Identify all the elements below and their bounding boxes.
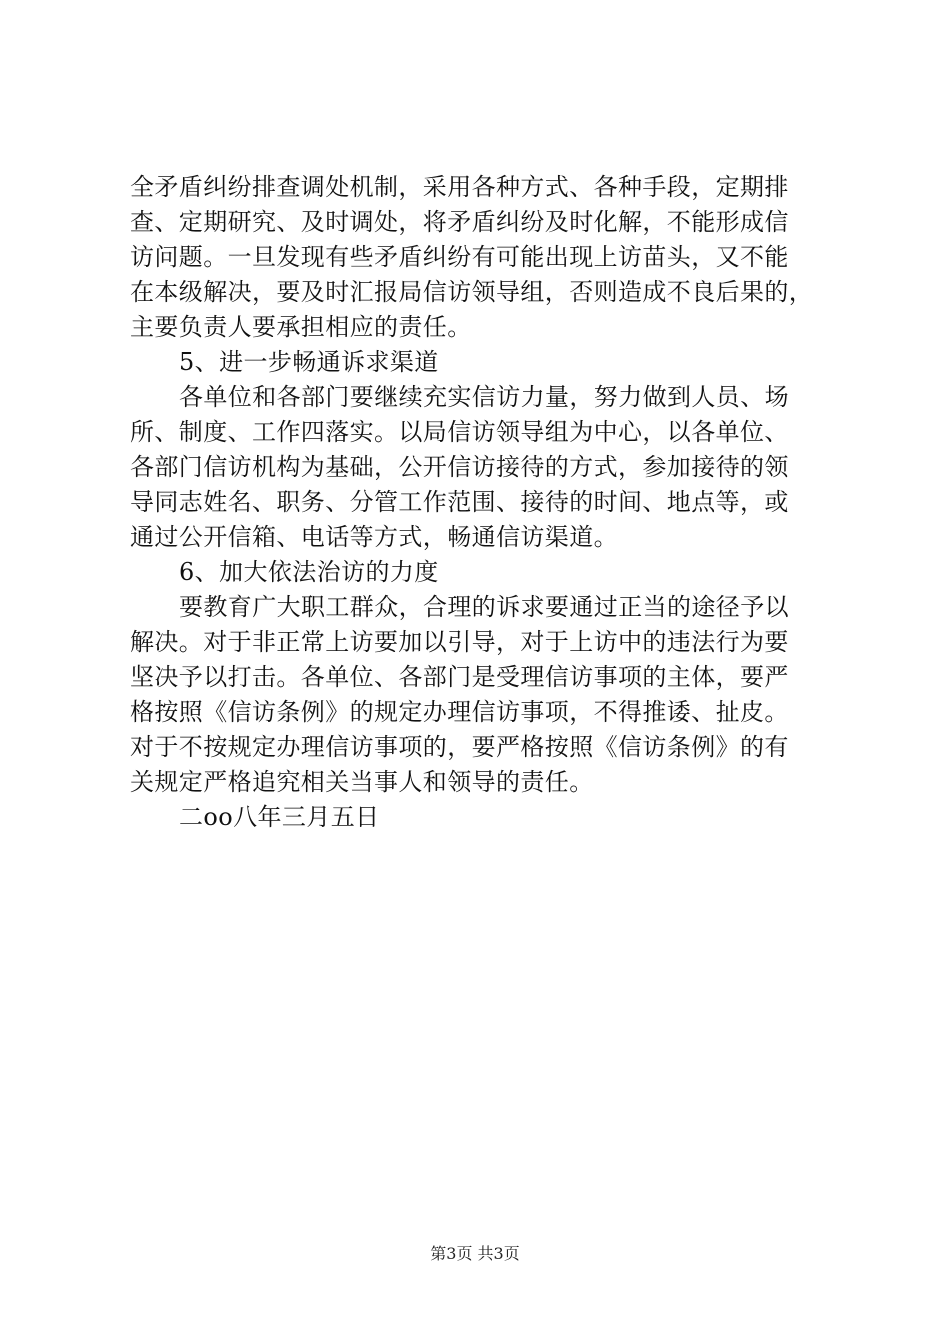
paragraph-line-4: 在本级解决，要及时汇报局信访领导组，否则造成不良后果的， <box>130 278 814 306</box>
paragraph-line-18: 关规定严格追究相关当事人和领导的责任。 <box>130 768 594 796</box>
section-heading-6: 6、加大依法治访的力度 <box>179 558 439 586</box>
paragraph-line-17: 对于不按规定办理信访事项的，要严格按照《信访条例》的有 <box>130 733 789 761</box>
page-number-footer: 第3页 共3页 <box>430 1244 520 1263</box>
paragraph-line-11: 通过公开信箱、电话等方式，畅通信访渠道。 <box>130 523 618 551</box>
paragraph-line-16: 格按照《信访条例》的规定办理信访事项，不得推诿、扯皮。 <box>130 698 789 726</box>
paragraph-line-5: 主要负责人要承担相应的责任。 <box>130 313 472 341</box>
paragraph-line-8: 所、制度、工作四落实。以局信访领导组为中心，以各单位、 <box>130 418 789 446</box>
paragraph-line-2: 查、定期研究、及时调处，将矛盾纠纷及时化解，不能形成信 <box>130 208 789 236</box>
paragraph-line-9: 各部门信访机构为基础，公开信访接待的方式，参加接待的领 <box>130 453 789 481</box>
paragraph-line-1: 全矛盾纠纷排查调处机制，采用各种方式、各种手段，定期排 <box>130 173 789 201</box>
paragraph-line-15: 坚决予以打击。各单位、各部门是受理信访事项的主体，要严 <box>130 663 789 691</box>
paragraph-line-10: 导同志姓名、职务、分管工作范围、接待的时间、地点等，或 <box>130 488 789 516</box>
document-date: 二oo八年三月五日 <box>179 803 380 831</box>
paragraph-line-7: 各单位和各部门要继续充实信访力量，努力做到人员、场 <box>179 383 789 411</box>
section-heading-5: 5、进一步畅通诉求渠道 <box>179 348 439 376</box>
paragraph-line-14: 解决。对于非正常上访要加以引导，对于上访中的违法行为要 <box>130 628 789 656</box>
document-body <box>130 170 840 835</box>
paragraph-line-3: 访问题。一旦发现有些矛盾纠纷有可能出现上访苗头，又不能 <box>130 243 789 271</box>
paragraph-line-13: 要教育广大职工群众，合理的诉求要通过正当的途径予以 <box>179 593 789 621</box>
